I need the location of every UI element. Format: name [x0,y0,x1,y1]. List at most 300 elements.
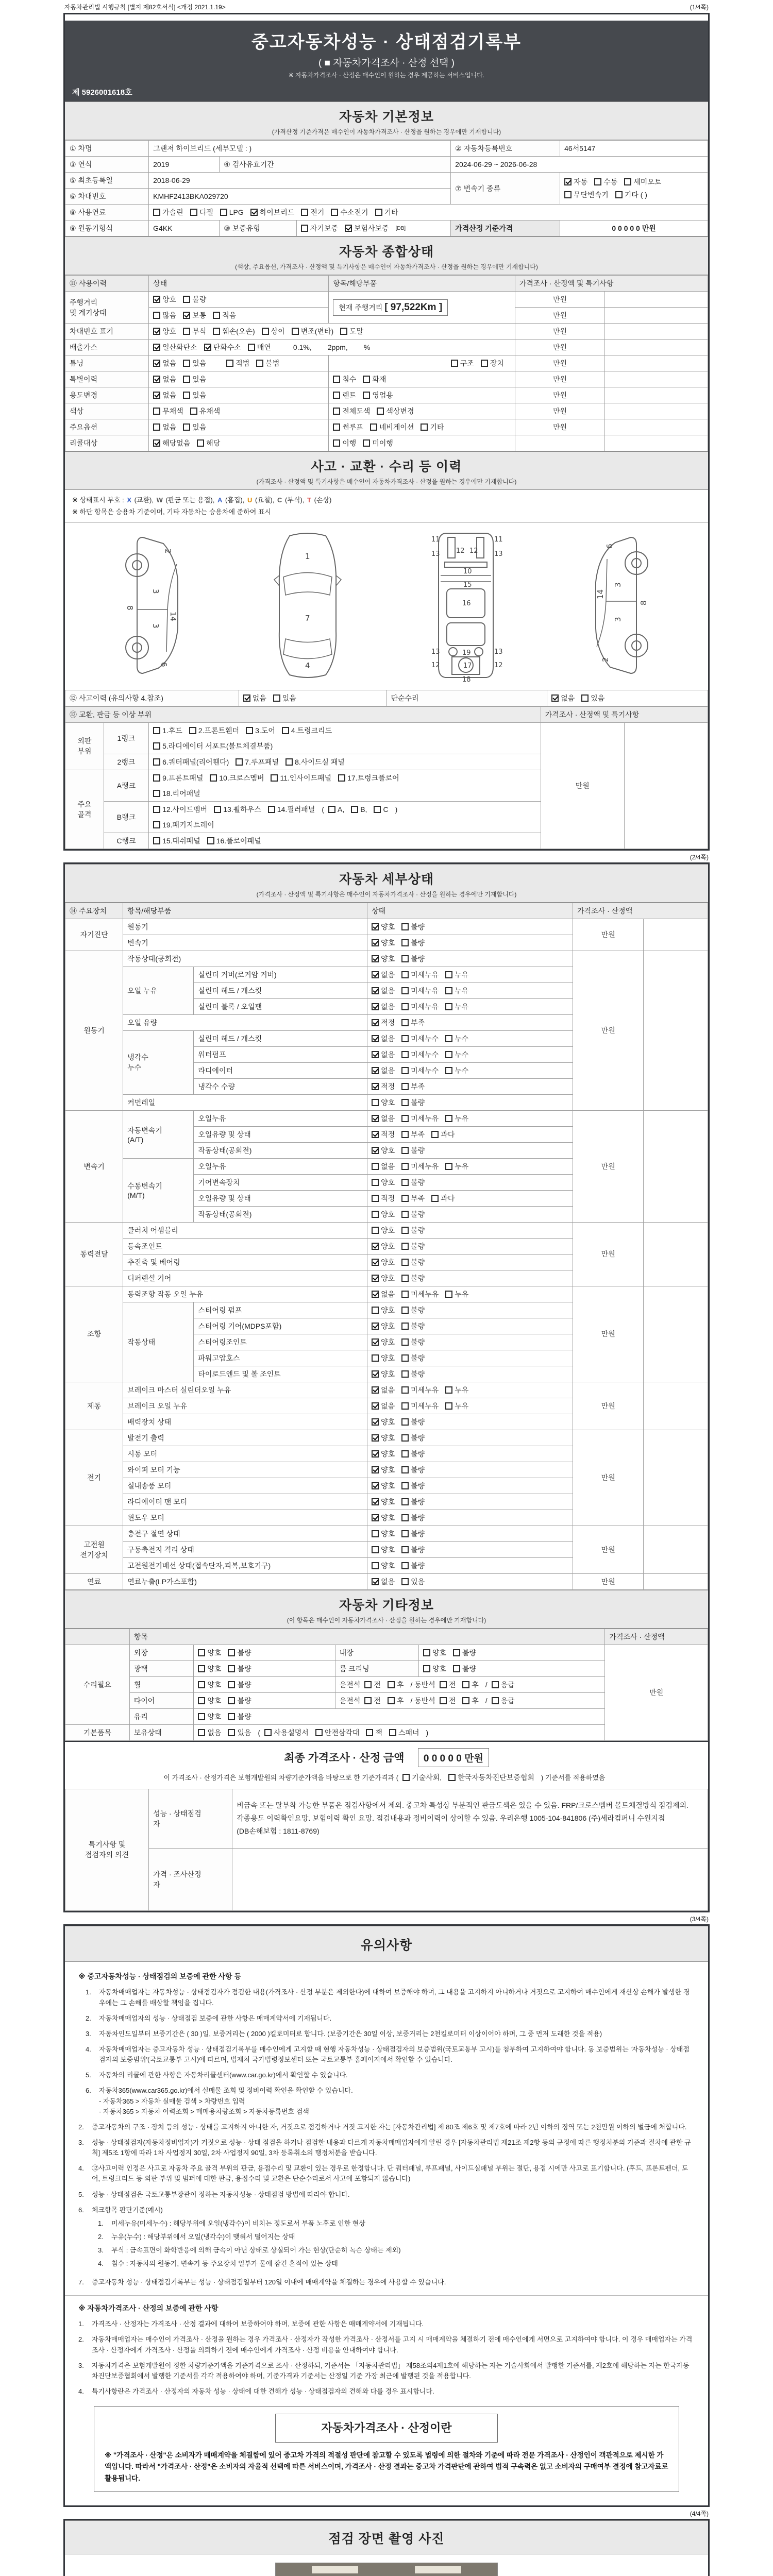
checkbox-양호[interactable] [372,1513,395,1523]
checkbox-양호[interactable] [372,1465,395,1475]
checkbox-box[interactable] [492,1697,499,1704]
checkbox-부족[interactable] [401,1081,425,1092]
checkbox-box[interactable] [372,1227,379,1234]
checkbox-box[interactable] [213,312,220,319]
checkbox-box[interactable] [389,1729,396,1736]
checkbox-부족[interactable] [401,1129,425,1140]
checkbox-도말[interactable] [340,326,363,336]
checkbox-box[interactable] [153,296,160,303]
checkbox-box[interactable] [401,1291,409,1298]
checkbox-미세누수[interactable] [401,1033,439,1044]
checkbox-box[interactable] [401,1546,409,1553]
checkbox-box[interactable] [183,392,190,399]
checkbox-없음[interactable] [372,1385,395,1395]
checkbox-없음[interactable] [153,358,176,368]
checkbox-box[interactable] [453,1649,460,1656]
checkbox-불량[interactable] [401,1353,425,1363]
checkbox-15.대쉬패널[interactable] [153,836,200,846]
checkbox-8.사이드실 패널[interactable] [285,757,345,767]
checkbox-box[interactable] [333,392,340,399]
checkbox-box[interactable] [333,376,340,383]
checkbox-box[interactable] [183,376,190,383]
checkbox-불량[interactable] [401,1241,425,1251]
checkbox-침수[interactable] [333,374,356,384]
checkbox-누유[interactable] [445,1385,468,1395]
checkbox-box[interactable] [401,1466,409,1473]
checkbox-10.크로스멤버[interactable] [210,773,264,783]
checkbox-양호[interactable] [372,1241,395,1251]
checkbox-적음[interactable] [213,310,236,320]
checkbox-box[interactable] [198,1649,205,1656]
checkbox-양호[interactable] [372,1353,395,1363]
checkbox-전[interactable] [364,1680,381,1690]
checkbox-양호[interactable] [372,1529,395,1539]
checkbox-누유[interactable] [445,1289,468,1299]
checkbox-디젤[interactable] [190,207,213,217]
checkbox-box[interactable] [268,806,275,813]
checkbox-양호[interactable] [372,1481,395,1491]
checkbox-box[interactable] [372,1498,379,1505]
checkbox-매연[interactable] [248,342,271,352]
checkbox-불량[interactable] [228,1680,251,1690]
checkbox-있음[interactable] [183,422,206,432]
checkbox-box[interactable] [333,408,340,415]
checkbox-상이[interactable] [262,326,285,336]
checkbox-없음[interactable] [198,1727,221,1738]
checkbox-box[interactable] [401,1115,409,1122]
checkbox-누수[interactable] [445,1049,468,1060]
checkbox-없음[interactable] [372,986,395,996]
checkbox-불량[interactable] [401,938,425,948]
checkbox-있음[interactable] [183,374,206,384]
checkbox-가솔린[interactable] [153,207,183,217]
checkbox-box[interactable] [198,1665,205,1672]
checkbox-box[interactable] [153,774,160,782]
checkbox-box[interactable] [198,1729,205,1736]
checkbox-box[interactable] [228,1681,235,1688]
checkbox-box[interactable] [372,1035,379,1042]
checkbox-A,[interactable] [328,805,344,814]
checkbox-불량[interactable] [401,1097,425,1108]
checkbox-box[interactable] [372,1578,379,1585]
checkbox-box[interactable] [372,1530,379,1537]
checkbox-box[interactable] [594,178,601,185]
checkbox-box[interactable] [183,312,190,319]
checkbox-box[interactable] [228,1697,235,1704]
checkbox-box[interactable] [401,1578,409,1585]
checkbox-box[interactable] [401,1514,409,1521]
checkbox-box[interactable] [372,1386,379,1394]
checkbox-양호[interactable] [153,294,176,304]
checkbox-2.프론트휀더[interactable] [189,725,239,736]
checkbox-양호[interactable] [372,1417,395,1427]
checkbox-미세누유[interactable] [401,1113,439,1124]
checkbox-box[interactable] [423,1649,430,1656]
checkbox-양호[interactable] [372,1257,395,1267]
checkbox-box[interactable] [372,1323,379,1330]
checkbox-유채색[interactable] [190,406,221,416]
checkbox-box[interactable] [333,439,340,447]
checkbox-양호[interactable] [372,1273,395,1283]
checkbox-해당[interactable] [197,438,220,448]
checkbox-누유[interactable] [445,986,468,996]
checkbox-box[interactable] [153,376,160,383]
checkbox-box[interactable] [372,1163,379,1170]
checkbox-불량[interactable] [401,1449,425,1459]
checkbox-양호[interactable] [372,1433,395,1443]
checkbox-box[interactable] [248,344,255,351]
checkbox-양호[interactable] [372,954,395,964]
checkbox-box[interactable] [401,1482,409,1489]
checkbox-box[interactable] [345,225,352,232]
checkbox-box[interactable] [453,1665,460,1672]
checkbox-후[interactable] [462,1696,479,1706]
checkbox-box[interactable] [153,360,160,367]
checkbox-없음[interactable] [372,1289,395,1299]
checkbox-box[interactable] [401,1051,409,1058]
checkbox-box[interactable] [374,806,381,813]
checkbox-양호[interactable] [423,1648,446,1658]
checkbox-미세누유[interactable] [401,1161,439,1172]
checkbox-누유[interactable] [445,1113,468,1124]
checkbox-양호[interactable] [372,1337,395,1347]
checkbox-box[interactable] [236,758,243,766]
checkbox-수동[interactable] [594,177,617,187]
checkbox-box[interactable] [366,1729,373,1736]
checkbox-box[interactable] [243,694,250,702]
checkbox-box[interactable] [153,806,160,813]
checkbox-box[interactable] [445,971,452,978]
checkbox-box[interactable] [315,1729,323,1736]
checkbox-box[interactable] [372,1307,379,1314]
checkbox-불량[interactable] [401,1337,425,1347]
checkbox-양호[interactable] [198,1664,221,1674]
checkbox-box[interactable] [351,806,358,813]
checkbox-box[interactable] [153,821,160,828]
checkbox-box[interactable] [445,1035,452,1042]
checkbox-13.휠하우스[interactable] [214,804,261,815]
checkbox-미세누유[interactable] [401,1401,439,1411]
checkbox-없음[interactable] [153,374,176,384]
checkbox-양호[interactable] [372,1545,395,1555]
checkbox-box[interactable] [183,360,190,367]
checkbox-하이브리드[interactable] [250,207,295,217]
checkbox-box[interactable] [581,694,589,702]
checkbox-box[interactable] [615,191,623,198]
checkbox-box[interactable] [153,727,160,734]
checkbox-19.패키지트레이[interactable] [153,820,214,830]
checkbox-화재[interactable] [363,374,386,384]
checkbox-box[interactable] [292,328,299,335]
checkbox-box[interactable] [401,1131,409,1138]
checkbox-미세누수[interactable] [401,1049,439,1060]
checkbox-불량[interactable] [401,1417,425,1427]
checkbox-불량[interactable] [401,1209,425,1219]
checkbox-적정[interactable] [372,1193,395,1204]
checkbox-box[interactable] [401,1099,409,1106]
checkbox-box[interactable] [372,939,379,946]
checkbox-불량[interactable] [453,1648,476,1658]
checkbox-누수[interactable] [445,1065,468,1076]
checkbox-box[interactable] [401,1163,409,1170]
checkbox-보험사보증[interactable] [345,223,389,233]
checkbox-box[interactable] [372,1099,379,1106]
checkbox-box[interactable] [246,727,253,734]
checkbox-누유[interactable] [445,970,468,980]
checkbox-box[interactable] [401,1147,409,1154]
checkbox-box[interactable] [564,178,572,185]
checkbox-box[interactable] [153,439,160,447]
checkbox-box[interactable] [228,1729,235,1736]
checkbox-box[interactable] [372,1067,379,1074]
checkbox-불량[interactable] [401,1465,425,1475]
checkbox-있음[interactable] [581,693,604,703]
checkbox-적정[interactable] [372,1081,395,1092]
checkbox-불량[interactable] [401,1513,425,1523]
checkbox-box[interactable] [250,209,258,216]
checkbox-장치[interactable] [481,358,504,368]
checkbox-네비게이션[interactable] [370,422,414,432]
checkbox-box[interactable] [551,694,559,702]
checkbox-box[interactable] [153,344,160,351]
checkbox-box[interactable] [440,1697,447,1704]
checkbox-box[interactable] [431,1195,439,1202]
checkbox-box[interactable] [210,774,217,782]
checkbox-없음[interactable] [243,693,266,703]
checkbox-17.트렁크플로어[interactable] [338,773,399,783]
checkbox-양호[interactable] [198,1648,221,1658]
checkbox-세미오토[interactable] [624,177,661,187]
checkbox-불량[interactable] [228,1696,251,1706]
checkbox-box[interactable] [423,1665,430,1672]
checkbox-없음[interactable] [372,1577,395,1587]
checkbox-box[interactable] [226,360,233,367]
checkbox-box[interactable] [372,1370,379,1378]
checkbox-6.쿼터패널(리어휀다)[interactable] [153,757,229,767]
checkbox-box[interactable] [183,423,190,431]
checkbox-미이행[interactable] [363,438,393,448]
checkbox-box[interactable] [372,1083,379,1090]
checkbox-box[interactable] [401,1227,409,1234]
checkbox-box[interactable] [401,1035,409,1042]
checkbox-응급[interactable] [492,1680,515,1690]
checkbox-box[interactable] [377,408,384,415]
checkbox-잭[interactable] [366,1727,382,1738]
checkbox-box[interactable] [372,1115,379,1122]
checkbox-box[interactable] [372,1243,379,1250]
checkbox-양호[interactable] [372,922,395,932]
checkbox-box[interactable] [153,790,160,797]
checkbox-미세누유[interactable] [401,970,439,980]
checkbox-box[interactable] [445,1291,452,1298]
checkbox-box[interactable] [340,328,347,335]
checkbox-box[interactable] [372,1179,379,1186]
checkbox-적정[interactable] [372,1129,395,1140]
checkbox-불량[interactable] [401,1481,425,1491]
checkbox-box[interactable] [401,1402,409,1410]
checkbox-box[interactable] [372,1051,379,1058]
checkbox-없음[interactable] [372,1161,395,1172]
checkbox-전[interactable] [440,1696,456,1706]
checkbox-box[interactable] [445,1402,452,1410]
checkbox-양호[interactable] [372,1369,395,1379]
checkbox-box[interactable] [401,1003,409,1010]
checkbox-box[interactable] [445,1386,452,1394]
checkbox-불량[interactable] [401,1561,425,1571]
checkbox-적정[interactable] [372,1018,395,1028]
checkbox-없음[interactable] [372,1401,395,1411]
checkbox-box[interactable] [301,209,308,216]
checkbox-box[interactable] [153,423,160,431]
checkbox-box[interactable] [401,1418,409,1426]
checkbox-5.라디에이터 서포트(볼트체결부품)[interactable] [153,741,273,751]
checkbox-양호[interactable] [372,1449,395,1459]
checkbox-불량[interactable] [401,1321,425,1331]
checkbox-box[interactable] [401,1275,409,1282]
checkbox-box[interactable] [363,439,370,447]
checkbox-box[interactable] [153,408,160,415]
checkbox-box[interactable] [331,209,338,216]
checkbox-많음[interactable] [153,310,176,320]
checkbox-불량[interactable] [453,1664,476,1674]
checkbox-B,[interactable] [351,805,367,814]
checkbox-무단변속기[interactable] [564,190,609,200]
checkbox-양호[interactable] [372,1497,395,1507]
checkbox-box[interactable] [372,955,379,962]
checkbox-box[interactable] [462,1697,469,1704]
checkbox-기타[interactable] [375,207,398,217]
checkbox-box[interactable] [372,923,379,930]
checkbox-box[interactable] [372,1434,379,1442]
checkbox-한국자동차진단보증협회[interactable] [448,1772,534,1783]
checkbox-box[interactable] [364,1681,372,1688]
checkbox-양호[interactable] [372,1321,395,1331]
checkbox-box[interactable] [153,328,160,335]
checkbox-box[interactable] [197,439,204,447]
checkbox-있음[interactable] [273,693,296,703]
checkbox-box[interactable] [481,360,488,367]
checkbox-응급[interactable] [492,1696,515,1706]
checkbox-미세누유[interactable] [401,1002,439,1012]
checkbox-box[interactable] [153,837,160,844]
checkbox-box[interactable] [401,1354,409,1362]
checkbox-box[interactable] [401,1434,409,1442]
checkbox-있음[interactable] [183,390,206,400]
checkbox-box[interactable] [372,1259,379,1266]
checkbox-누수[interactable] [445,1033,468,1044]
checkbox-없음[interactable] [372,1002,395,1012]
checkbox-미세누유[interactable] [401,1385,439,1395]
checkbox-box[interactable] [445,987,452,994]
checkbox-불량[interactable] [401,1497,425,1507]
checkbox-있음[interactable] [228,1727,251,1738]
checkbox-전[interactable] [364,1696,381,1706]
checkbox-box[interactable] [220,209,227,216]
checkbox-box[interactable] [375,209,382,216]
checkbox-부족[interactable] [401,1018,425,1028]
checkbox-12.사이드멤버[interactable] [153,804,207,815]
checkbox-box[interactable] [445,1163,452,1170]
checkbox-불량[interactable] [401,1369,425,1379]
checkbox-box[interactable] [153,392,160,399]
checkbox-영업용[interactable] [363,390,393,400]
checkbox-전체도색[interactable] [333,406,370,416]
checkbox-box[interactable] [445,1067,452,1074]
checkbox-box[interactable] [153,758,160,766]
checkbox-훼손(오손)[interactable] [213,326,255,336]
checkbox-box[interactable] [204,344,211,351]
checkbox-box[interactable] [401,1450,409,1458]
checkbox-양호[interactable] [372,1177,395,1188]
checkbox-렌트[interactable] [333,390,356,400]
checkbox-box[interactable] [228,1649,235,1656]
checkbox-미세누유[interactable] [401,1289,439,1299]
checkbox-box[interactable] [214,806,221,813]
checkbox-box[interactable] [401,1179,409,1186]
checkbox-box[interactable] [183,328,190,335]
checkbox-box[interactable] [372,1275,379,1282]
checkbox-box[interactable] [445,1051,452,1058]
checkbox-box[interactable] [445,1115,452,1122]
checkbox-box[interactable] [198,1681,205,1688]
checkbox-box[interactable] [271,774,278,782]
checkbox-썬루프[interactable] [333,422,363,432]
checkbox-box[interactable] [401,1307,409,1314]
checkbox-box[interactable] [401,1370,409,1378]
checkbox-box[interactable] [372,1003,379,1010]
checkbox-과다[interactable] [431,1193,455,1204]
checkbox-불량[interactable] [401,954,425,964]
checkbox-일산화탄소[interactable] [153,342,197,352]
checkbox-전기[interactable] [301,207,324,217]
checkbox-box[interactable] [388,1697,395,1704]
checkbox-box[interactable] [401,955,409,962]
checkbox-box[interactable] [372,1466,379,1473]
checkbox-box[interactable] [198,1713,205,1720]
checkbox-box[interactable] [228,1713,235,1720]
checkbox-box[interactable] [372,1482,379,1489]
checkbox-C[interactable] [374,805,388,814]
checkbox-box[interactable] [370,423,377,431]
checkbox-4.트렁크리드[interactable] [282,725,332,736]
checkbox-7.루프패널[interactable] [236,757,279,767]
checkbox-11.인사이드패널[interactable] [271,773,331,783]
checkbox-box[interactable] [401,1323,409,1330]
checkbox-불량[interactable] [401,922,425,932]
checkbox-box[interactable] [624,178,631,185]
checkbox-없음[interactable] [153,390,176,400]
checkbox-누유[interactable] [445,1161,468,1172]
checkbox-기술사회,[interactable] [402,1772,442,1783]
checkbox-box[interactable] [190,408,197,415]
checkbox-box[interactable] [264,1729,272,1736]
checkbox-양호[interactable] [372,1225,395,1235]
checkbox-box[interactable] [364,1697,372,1704]
checkbox-양호[interactable] [372,1209,395,1219]
checkbox-box[interactable] [372,1019,379,1026]
checkbox-사용설명서[interactable] [264,1727,309,1738]
checkbox-box[interactable] [153,742,160,750]
checkbox-box[interactable] [372,1514,379,1521]
checkbox-box[interactable] [462,1681,469,1688]
checkbox-부식[interactable] [183,326,206,336]
checkbox-box[interactable] [401,923,409,930]
checkbox-불량[interactable] [183,294,206,304]
checkbox-3.도어[interactable] [246,725,275,736]
checkbox-불량[interactable] [401,1273,425,1283]
checkbox-box[interactable] [228,1665,235,1672]
checkbox-box[interactable] [372,1211,379,1218]
